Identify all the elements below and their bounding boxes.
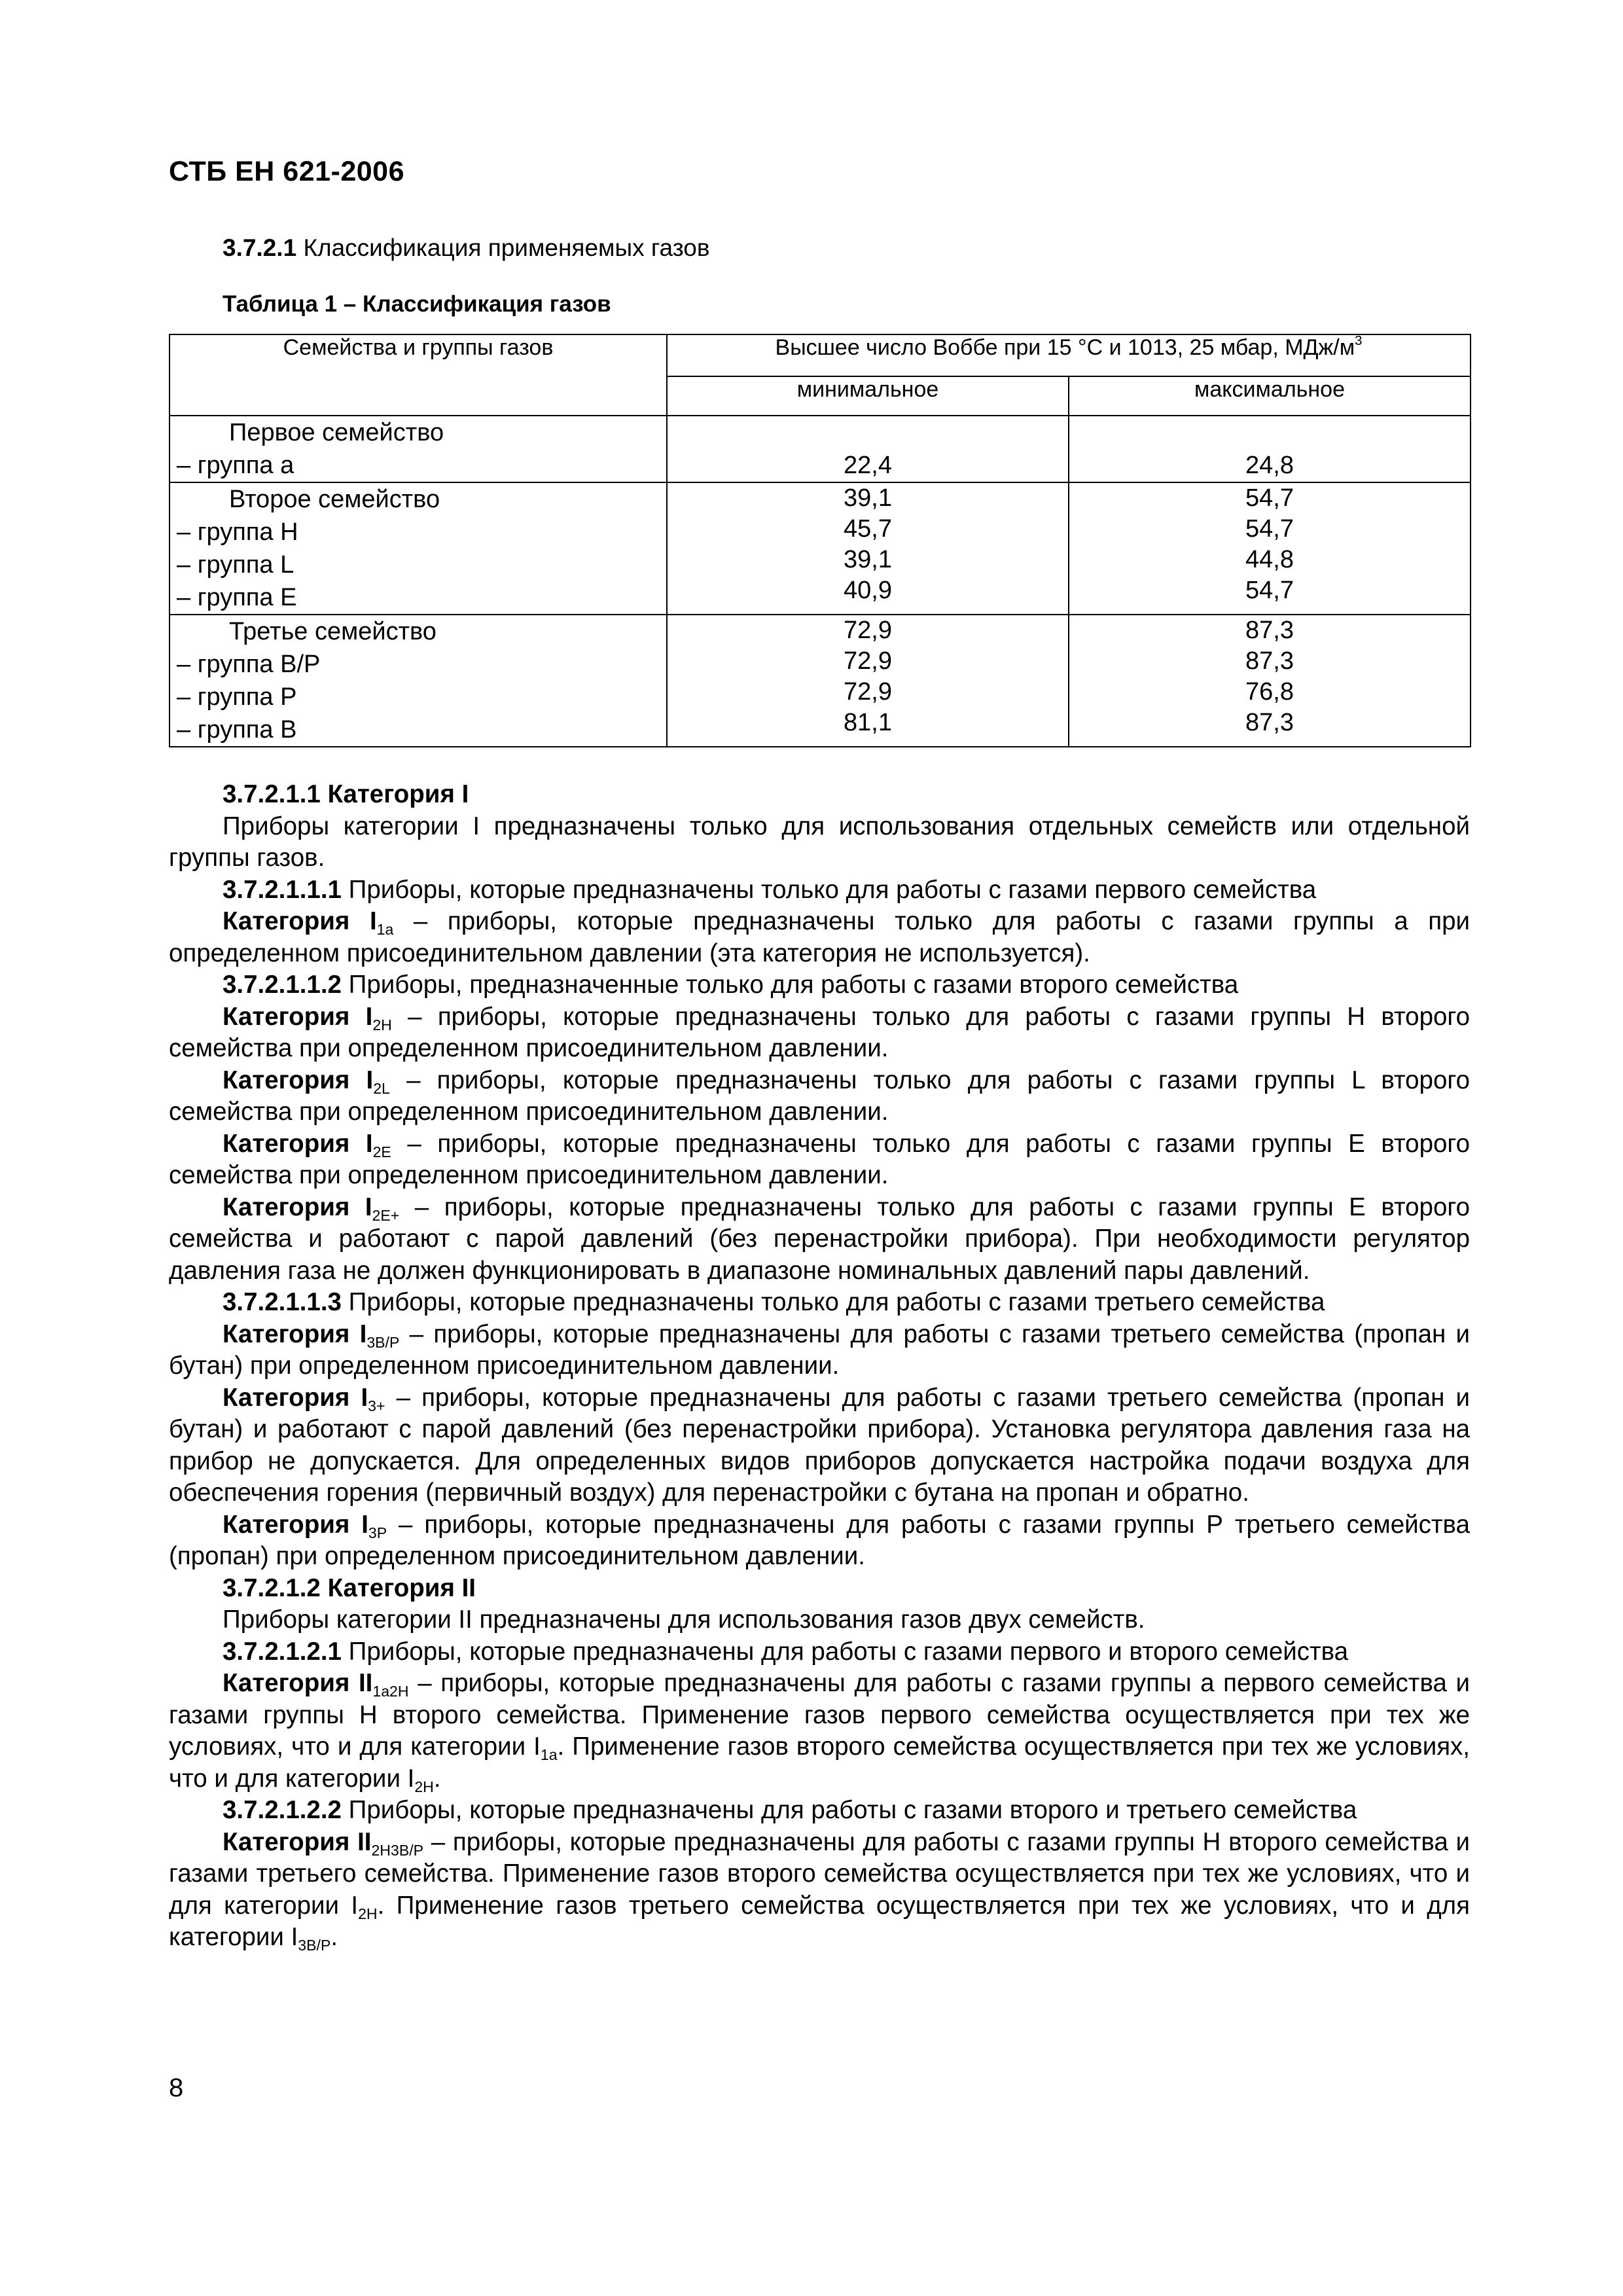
category-code: I [369, 907, 377, 935]
category-word: Категория [223, 907, 350, 935]
category-subscript: 3B/P [366, 1333, 400, 1351]
family-1-min [667, 416, 1069, 482]
category-subscript: 2H [372, 1016, 392, 1033]
family-title: Второе семейство [229, 486, 440, 513]
family-3-max [1069, 615, 1471, 747]
header-wobbe [667, 334, 1471, 376]
group-name: – группа В/Р [177, 651, 321, 678]
category-i3-plus [169, 1382, 1470, 1509]
category-code: I [365, 1129, 373, 1158]
family-2-min [667, 482, 1069, 615]
family-2-max [1069, 482, 1471, 615]
document-code: СТБ ЕН 621-2006 [169, 156, 405, 187]
category-word: Категория [223, 1002, 350, 1031]
table-caption: Таблица 1 – Классификация газов [223, 291, 611, 317]
category-text: – приборы, которые предназначены для работы с газами группы Н второго семейства и газами третьего семейства. Применение газов второго семейства осуществляется при тех же условиях, что и для категории I [169, 1827, 1470, 1920]
category-i2e [169, 1128, 1470, 1192]
clause-number: 3.7.2.1.2 [223, 1573, 321, 1602]
value-min: 72,9 [844, 678, 892, 706]
category-subscript: 1a [540, 1746, 558, 1764]
body-text [169, 779, 1470, 1954]
category-code: I [361, 1510, 368, 1539]
category-subscript: 3B/P [298, 1937, 331, 1954]
value-max: 54,7 [1245, 484, 1294, 512]
clause-number: 3.7.2.1.1 [223, 780, 321, 808]
family-1-cell [169, 416, 667, 482]
category-text: – приборы, которые предназначены для работы с газами группы а первого семейства и газами группы Н второго семейства. Применение газов первого семейства осуществляется при тех же условиях, что и для категории I [169, 1669, 1470, 1761]
header-max: максимальное [1069, 376, 1471, 416]
category-text: – приборы, которые предназначены только для работы с газами группы Е второго семейства при определенном присоединительном давлении. [169, 1129, 1471, 1189]
category-subscript: 1a [376, 921, 394, 939]
family-1-max [1069, 416, 1471, 482]
category-text: – приборы, которые предназначены для работы с газами группы Р третьего семейства (пропан) при определенном присоединительном давлении. [169, 1510, 1470, 1570]
period: . [330, 1923, 338, 1951]
category-word: Категория [223, 1066, 350, 1094]
value-max: 54,7 [1245, 577, 1294, 604]
value-min: 22,4 [844, 452, 892, 479]
category-code: I [361, 1383, 368, 1412]
value-max: 24,8 [1245, 452, 1294, 479]
group-name: – группа Р [177, 683, 297, 711]
category-word: Категория [223, 1510, 350, 1539]
category-subscript: 2H3B/P [371, 1841, 424, 1859]
clause-text: Приборы, которые предназначены для работы с газами второго и третьего семейства [348, 1796, 1357, 1824]
category-ii2h3bp [169, 1827, 1470, 1954]
clause-number: 3.7.2.1.1.2 [223, 971, 342, 999]
family-title: Третье семейство [229, 618, 437, 645]
value-min: 81,1 [844, 709, 892, 736]
category-subscript: 1a2H [372, 1683, 409, 1700]
header-family: Семейства и группы газов [169, 334, 667, 416]
group-name: – группа L [177, 551, 294, 579]
clause-title: Категория II [327, 1573, 476, 1602]
family-3-cell [169, 615, 667, 747]
category-word: Категория [223, 1193, 350, 1221]
paragraph [169, 874, 1470, 906]
period: . [433, 1764, 441, 1793]
category-text: – приборы, которые предназначены для работы с газами третьего семейства (пропан и бутан) и работают с парой давлений (без перенастройки прибора). Установка регулятора давления газа на прибор не допускается. Для определенных видов приборов допускается настройка подачи воздуха для обеспечения горения (первичный воздух) для перенастройки с бутана на пропан и обратно. [169, 1383, 1471, 1507]
category-code: I [365, 1193, 372, 1221]
category-i3bp [169, 1319, 1470, 1382]
value-max: 87,3 [1245, 617, 1294, 644]
category-word: Категория [223, 1383, 350, 1412]
value-min: 72,9 [844, 647, 892, 675]
paragraph: Приборы категории II предназначены для использования газов двух семейств. [223, 1605, 1145, 1634]
value-min: 39,1 [844, 484, 892, 512]
category-word: Категория [223, 1827, 350, 1856]
family-2-cell [169, 482, 667, 615]
category-text: . Применение газов второго семейства осуществляется при тех же условиях, что и для категории I [169, 1732, 1470, 1793]
value-max: 54,7 [1245, 515, 1294, 543]
paragraph [169, 969, 1470, 1001]
category-subscript: 2L [373, 1079, 390, 1097]
category-text: . Применение газов третьего семейства осуществляется при тех же условиях, что и для категории I [169, 1891, 1470, 1951]
table-row-family-1 [169, 416, 1471, 482]
clause-heading [223, 234, 709, 262]
header-min: минимальное [667, 376, 1069, 416]
category-text: – приборы, которые предназначены для работы с газами третьего семейства (пропан и бутан) при определенном присоединительном давлении. [169, 1319, 1471, 1380]
paragraph [169, 1795, 1470, 1827]
value-min: 39,1 [844, 546, 892, 573]
value-min: 40,9 [844, 577, 892, 604]
value-max: 76,8 [1245, 678, 1294, 706]
category-text: – приборы, которые предназначены только для работы с газами группы L второго семейства при определенном присоединительном давлении. [169, 1066, 1470, 1126]
clause-title: Классификация применяемых газов [303, 234, 710, 261]
clause-text: Приборы, которые предназначены только для работы с газами третьего семейства [348, 1288, 1325, 1316]
paragraph: Приборы категории I предназначены только для использования отдельных семейств или отдельной группы газов. [169, 812, 1470, 872]
paragraph [169, 1287, 1470, 1319]
family-3-min [667, 615, 1069, 747]
category-i3p [169, 1509, 1470, 1573]
category-code: II [357, 1827, 372, 1856]
category-code: II [358, 1669, 373, 1697]
clause-3-7-2-1-2-heading [169, 1573, 1470, 1605]
category-subscript: 3P [368, 1524, 387, 1541]
page-number: 8 [169, 2073, 184, 2102]
clause-number: 3.7.2.1 [223, 234, 297, 261]
category-text: – приборы, которые предназначены только для работы с газами группы Е второго семейства и работают с парой давлений (без перенастройки прибора). При необходимости регулятор давления газа не должен функционировать в диапазоне номинальных давлений пары давлений. [169, 1193, 1470, 1285]
category-subscript: 2H [358, 1905, 378, 1922]
category-subscript: 2E+ [372, 1206, 400, 1224]
category-code: I [359, 1319, 367, 1348]
category-i2l [169, 1065, 1470, 1128]
family-title: Первое семейство [229, 419, 444, 446]
clause-number: 3.7.2.1.2.1 [223, 1637, 342, 1666]
group-name: – группа Н [177, 518, 298, 546]
category-ii1a2h [169, 1668, 1470, 1795]
category-subscript: 2E [372, 1143, 391, 1160]
paragraph [169, 1636, 1470, 1668]
category-word: Категория [223, 1129, 350, 1158]
clause-number: 3.7.2.1.2.2 [223, 1796, 342, 1824]
clause-text: Приборы, которые предназначены только для работы с газами первого семейства [348, 875, 1317, 904]
clause-number: 3.7.2.1.1.3 [223, 1288, 342, 1316]
table-row-family-3 [169, 615, 1471, 747]
group-name: – группа а [177, 452, 294, 479]
clause-number: 3.7.2.1.1.1 [223, 875, 342, 904]
category-i1a [169, 906, 1470, 969]
value-max: 87,3 [1245, 709, 1294, 736]
group-name: – группа Е [177, 584, 297, 611]
value-max: 44,8 [1245, 546, 1294, 573]
header-wobbe-text: Высшее число Воббе при 15 °С и 1013, 25 мбар, МДж/м [775, 335, 1355, 360]
table-row-family-2 [169, 482, 1471, 615]
value-max: 87,3 [1245, 647, 1294, 675]
category-word: Категория [223, 1669, 350, 1697]
category-text: – приборы, которые предназначены только для работы с газами группы Н второго семейства при определенном присоединительном давлении. [169, 1002, 1470, 1062]
gas-classification-table [169, 334, 1471, 747]
category-i2h [169, 1001, 1470, 1065]
clause-title: Категория I [327, 780, 469, 808]
header-wobbe-sup: 3 [1355, 333, 1363, 348]
category-code: I [365, 1002, 373, 1031]
value-min: 72,9 [844, 617, 892, 644]
category-i2e-plus [169, 1192, 1470, 1287]
group-name: – группа В [177, 716, 297, 744]
category-subscript: 3+ [368, 1397, 385, 1414]
clause-3-7-2-1-1-heading [169, 779, 1470, 811]
value-min: 45,7 [844, 515, 892, 543]
category-subscript: 2H [414, 1778, 434, 1795]
category-code: I [366, 1066, 374, 1094]
clause-text: Приборы, предназначенные только для работы с газами второго семейства [348, 971, 1239, 999]
category-word: Категория [223, 1319, 350, 1348]
clause-text: Приборы, которые предназначены для работы с газами первого и второго семейства [348, 1637, 1349, 1666]
category-text: – приборы, которые предназначены только для работы с газами группы а при определенном присоединительном давлении (эта категория не используется). [169, 907, 1470, 967]
